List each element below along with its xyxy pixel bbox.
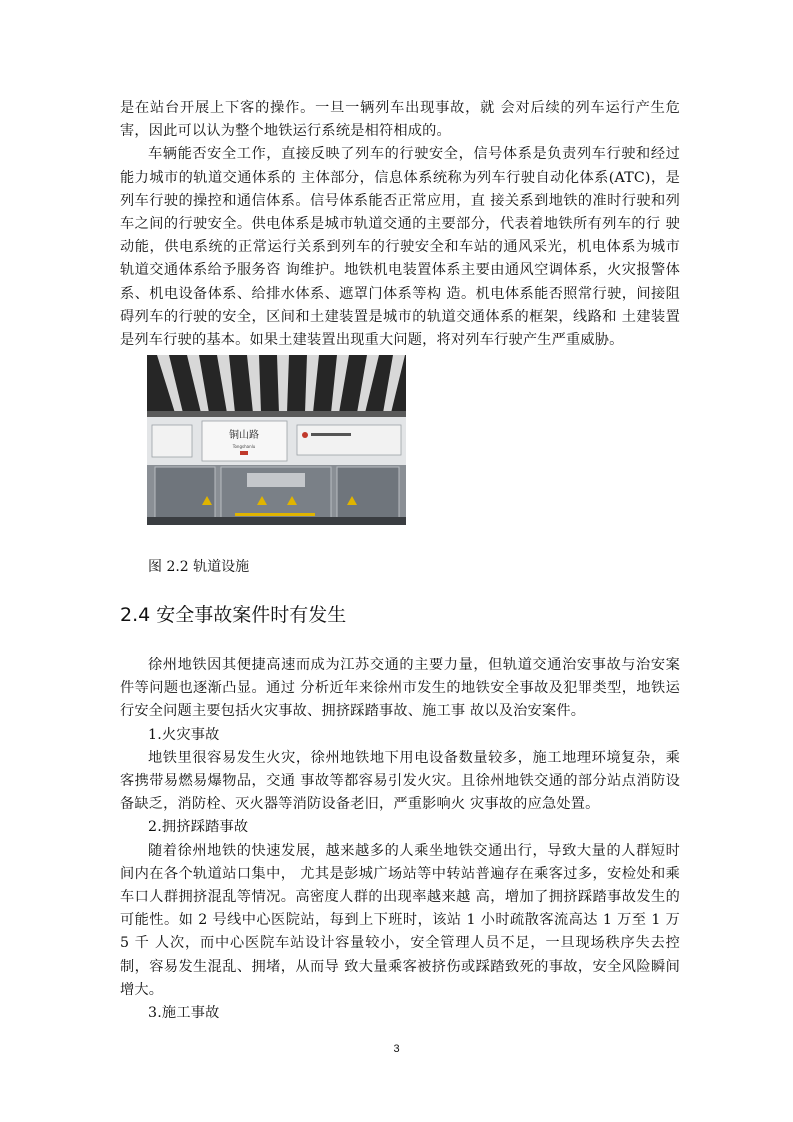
- subheading-construction: 3.施工事故: [148, 1005, 220, 1022]
- paragraph-fire: 地铁里很容易发生火灾，徐州地铁地下用电设备数量较多，施工地理环境复杂，乘客携带易燃易爆物品，交通 事故等都容易引发火灾。且徐州地铁交通的部分站点消防设备缺乏，消防栓、灭火器等消防设备老旧，严重影响火 灾事故的应急处置。: [120, 749, 680, 813]
- body-text-block: [120, 654, 680, 1025]
- subheading-fire: 1.火灾事故: [148, 726, 220, 743]
- top-text-block: [120, 97, 680, 352]
- station-sign-text: 铜山路: [229, 430, 259, 441]
- track-facility-photo: [147, 355, 406, 525]
- paragraph-continuation: 是在站台开展上下客的操作。一旦一辆列车出现事故，就 会对后续的列车运行产生危害，因此可以认为整个地铁运行系统是相符相成的。: [120, 100, 680, 140]
- paragraph-signal-system: 车辆能否安全工作，直接反映了列车的行驶安全，信号体系是负责列车行驶和经过能力城市的轨道交通体系的 主体部分，信息体系统称为列车行驶自动化体系(ATC)，是列车行驶的操控和通信体系。信号体系能否正常应用，直 接关系到地铁的准时行驶和列车之间的行驶安全。供电体系是城市轨道交通的主要部分，代表着地铁所有列车的行 驶动能，供电系统的正常运行关系到列车的行驶安全和车站的通风采光，机电体系为城市轨道交通体系给予服务咨 询维护。地铁机电装置体系主要由通风空调体系，火灾报警体系、机电设备体系、给排水体系、遮罩门体系等构 造。机电体系能否照常行驶，间接阻碍列车的行驶的安全，区间和土建装置是城市的轨道交通体系的框架，线路和 土建装置是列车行驶的基本。如果土建装置出现重大问题，将对列车行驶产生严重威胁。: [120, 146, 680, 349]
- figure-caption: 图 2.2 轨道设施: [148, 559, 250, 575]
- page-number: 3: [393, 1043, 400, 1055]
- subheading-stampede: 2.拥挤踩踏事故: [148, 819, 249, 836]
- station-sign-subtext: Tongshanlu: [232, 444, 256, 449]
- paragraph-stampede: 随着徐州地铁的快速发展，越来越多的人乘坐地铁交通出行，导致大量的人群短时间内在各个轨道站口集中， 尤其是彭城广场站等中转站普遍存在乘客过多，安检处和乘车口人群拥挤混乱等情况。高密度人群的出现率越来越 高，增加了拥挤踩踏事故发生的可能性。如 2 号线中心医院站，每到上下班时，该站 1 小时疏散客流高达 1 万至 1 万 5 千 人次，而中心医院车站设计容量较小，安全管理人员不足，一旦现场秩序失去控制，容易发生混乱、拥堵，从而导 致大量乘客被挤伤或踩踏致死的事故，安全风险瞬间增大。: [120, 842, 680, 998]
- section-heading: 2.4 安全事故案件时有发生: [120, 604, 347, 626]
- paragraph-intro: 徐州地铁因其便捷高速而成为江苏交通的主要力量，但轨道交通治安事故与治安案件等问题也逐渐凸显。通过 分析近年来徐州市发生的地铁安全事故及犯罪类型，地铁运行安全问题主要包括火灾事故、拥挤踩踏事故、施工事 故以及治安案件。: [120, 657, 680, 720]
